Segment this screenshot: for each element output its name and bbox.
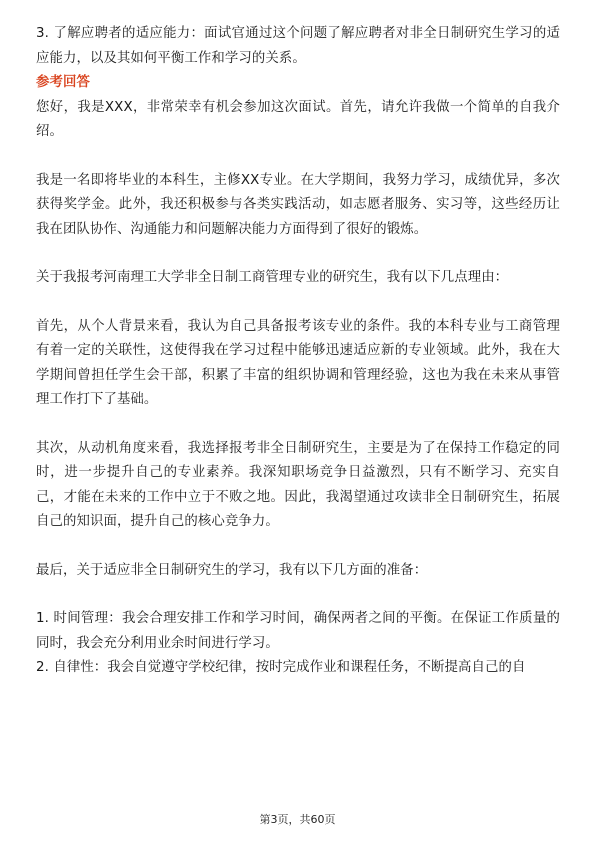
prep-item-time-management: 1. 时间管理：我会合理安排工作和学习时间，确保两者之间的平衡。在保证工作质量的同时，我会充分利用业余时间进行学习。 [36,611,560,651]
reasons-intro-paragraph: 关于我报考河南理工大学非全日制工商管理专业的研究生，我有以下几点理由： [36,270,509,285]
paragraph-gap [36,242,560,266]
document-body [36,22,560,681]
prep-item-self-discipline: 2. 自律性：我会自觉遵守学校纪律，按时完成作业和课程任务，不断提高自己的自 [36,660,526,675]
interview-point-3: 3. 了解应聘者的适应能力：面试官通过这个问题了解应聘者对非全日制研究生学习的适应能力，以及其如何平衡工作和学习的关系。 [36,26,560,66]
page-number-footer: 第3页，共60页 [259,813,336,826]
paragraph-gap [36,583,560,607]
paragraph-gap [36,413,560,437]
paragraph-gap [36,145,560,169]
first-reason-paragraph: 首先，从个人背景来看，我认为自己具备报考该专业的条件。我的本科专业与工商管理有着一定的关联性，这使得我在学习过程中能够迅速适应新的专业领域。此外，我在大学期间曾担任学生会干部，积累了丰富的组织协调和管理经验，这也为我在未来从事管理工作打下了基础。 [36,318,560,407]
reference-answer-heading: 参考回答 [36,75,90,90]
second-reason-paragraph: 其次，从动机角度来看，我选择报考非全日制研究生，主要是为了在保持工作稳定的同时，进一步提升自己的专业素养。我深知职场竞争日益激烈，只有不断学习、充实自己，才能在未来的工作中立于不败之地。因此，我渴望通过攻读非全日制研究生，拓展自己的知识面，提升自己的核心竞争力。 [36,440,560,529]
last-reason-paragraph: 最后，关于适应非全日制研究生的学习，我有以下几方面的准备： [36,562,428,578]
paragraph-gap [36,291,560,315]
background-paragraph: 我是一名即将毕业的本科生，主修XX专业。在大学期间，我努力学习，成绩优异，多次获得奖学金。此外，我还积极参与各类实践活动，如志愿者服务、实习等，这些经历让我在团队协作、沟通能力和问题解决能力方面得到了很好的锻炼。 [36,172,560,237]
greeting-paragraph: 您好，我是XXX，非常荣幸有机会参加这次面试。首先，请允许我做一个简单的自我介绍。 [36,99,560,139]
paragraph-gap [36,535,560,559]
